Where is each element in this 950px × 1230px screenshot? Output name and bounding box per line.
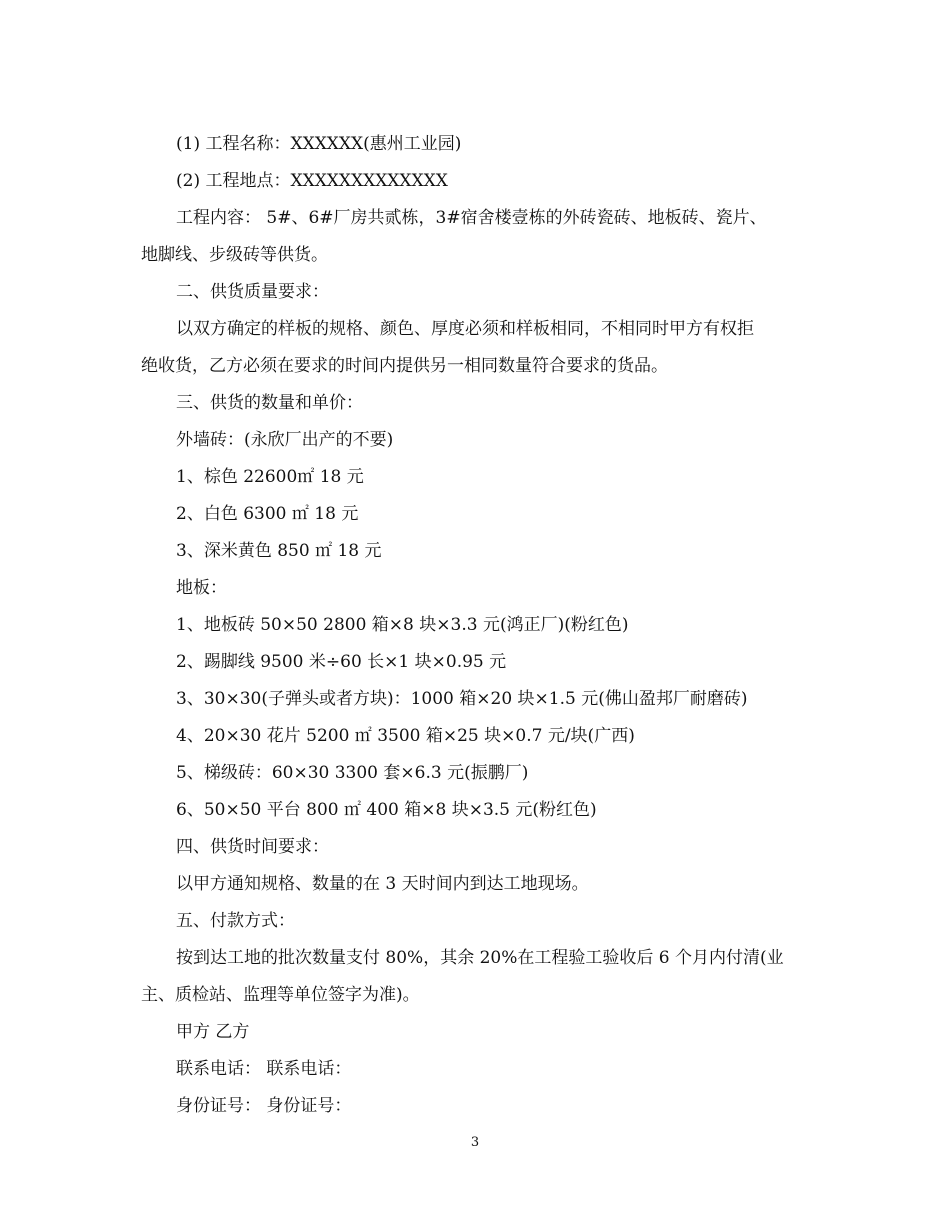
document-body <box>141 126 811 1125</box>
exterior-tile-item-1: 1、棕色 22600㎡ 18 元 <box>176 467 364 487</box>
page-number: 3 <box>470 1135 480 1150</box>
project-content-continuation: 地脚线、步级砖等供货。 <box>141 245 328 265</box>
id-number-line: 身份证号： 身份证号： <box>176 1096 352 1116</box>
exterior-tile-item-3: 3、深米黄色 850 ㎡ 18 元 <box>176 541 382 561</box>
payment-text-line: 按到达工地的批次数量支付 80%，其余 20%在工程验工验收后 6 个月内付清(业 <box>176 948 784 968</box>
section-heading-payment: 五、付款方式： <box>176 911 295 931</box>
payment-text-continuation: 主、质检站、监理等单位签字为准)。 <box>141 985 420 1005</box>
section-heading-quality: 二、供货质量要求： <box>176 282 329 302</box>
exterior-tile-heading: 外墙砖：(永欣厂出产的不要) <box>176 430 394 450</box>
contact-phone-line: 联系电话： 联系电话： <box>176 1059 352 1079</box>
quality-text-line: 以双方确定的样板的规格、颜色、厚度必须和样板相同，不相同时甲方有权拒 <box>176 319 754 339</box>
delivery-time-text: 以甲方通知规格、数量的在 3 天时间内到达工地现场。 <box>176 874 589 894</box>
section-heading-delivery-time: 四、供货时间要求： <box>176 837 329 857</box>
quality-text-continuation: 绝收货，乙方必须在要求的时间内提供另一相同数量符合要求的货品。 <box>141 356 668 376</box>
floor-item-4: 4、20×30 花片 5200 ㎡ 3500 箱×25 块×0.7 元/块(广西) <box>176 726 635 746</box>
floor-item-5: 5、梯级砖：60×30 3300 套×6.3 元(振鹏厂) <box>176 763 529 783</box>
floor-item-2: 2、踢脚线 9500 米÷60 长×1 块×0.95 元 <box>176 652 507 672</box>
parties-line: 甲方 乙方 <box>176 1022 250 1042</box>
floor-heading: 地板： <box>176 578 227 598</box>
section-heading-quantity-price: 三、供货的数量和单价： <box>176 393 363 413</box>
floor-item-1: 1、地板砖 50×50 2800 箱×8 块×3.3 元(鸿正厂)(粉红色) <box>176 615 629 635</box>
project-name-line: (1) 工程名称：XXXXXX(惠州工业园) <box>176 134 462 154</box>
exterior-tile-item-2: 2、白色 6300 ㎡ 18 元 <box>176 504 359 524</box>
floor-item-3: 3、30×30(子弹头或者方块)：1000 箱×20 块×1.5 元(佛山盈邦厂耐磨砖) <box>176 689 748 709</box>
project-content-line: 工程内容： 5#、6#厂房共贰栋，3#宿舍楼壹栋的外砖瓷砖、地板砖、瓷片、 <box>176 208 767 228</box>
project-location-line: (2) 工程地点：XXXXXXXXXXXXX <box>176 171 448 191</box>
floor-item-6: 6、50×50 平台 800 ㎡ 400 箱×8 块×3.5 元(粉红色) <box>176 800 597 820</box>
